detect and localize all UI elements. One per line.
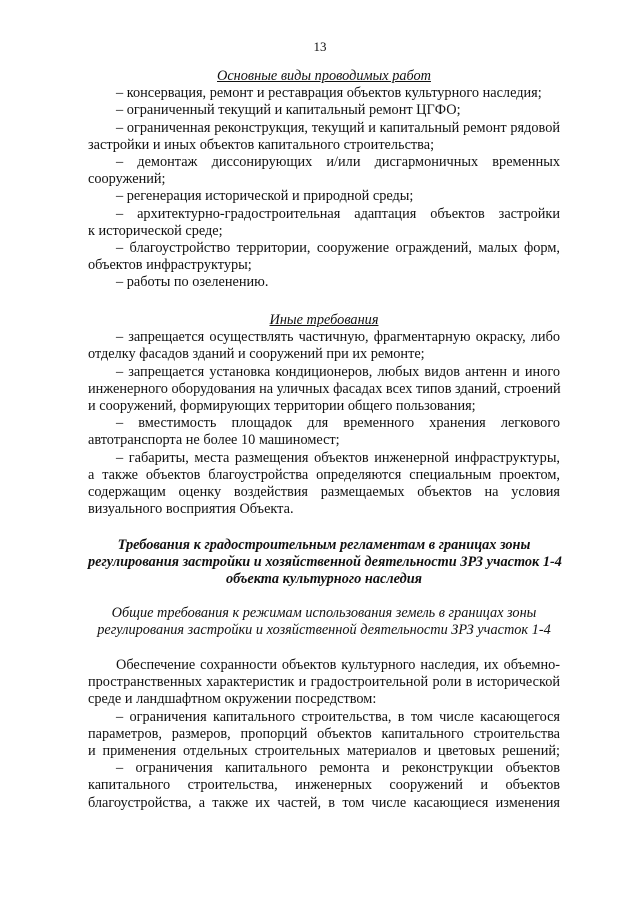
page-number: 13 — [313, 39, 327, 54]
section-zrz-body — [88, 657, 560, 812]
section-heading: Основные виды проводимых работ — [217, 68, 431, 84]
paragraph-line: а также объектов благоустройства определяются специальным проектом, — [88, 466, 560, 483]
paragraph-line: – благоустройство территории, сооружение ограждений, малых форм, — [116, 239, 560, 256]
paragraph-line: параметров, размеров, пропорций объектов капитального строительства — [88, 725, 560, 742]
paragraph-line: инженерного оборудования на уличных фасадах всех типов зданий, строений — [88, 380, 561, 397]
paragraph-line: Обеспечение сохранности объектов культурного наследия, их объемно- — [116, 657, 560, 673]
paragraph-line: – работы по озеленению. — [116, 274, 269, 291]
paragraph-line: и применения отдельных строительных материалов и цветовых решений; — [88, 742, 560, 759]
section-title-line: объекта культурного наследия — [225, 571, 423, 588]
section-zrz-heading — [88, 537, 560, 589]
paragraph-line: среде и ландшафтном окружении посредством: — [88, 691, 377, 708]
paragraph-line: объектов инфраструктуры; — [88, 257, 252, 274]
paragraph-line: – запрещается осуществлять частичную, фрагментарную окраску, либо — [116, 329, 560, 346]
section-other-requirements — [88, 312, 560, 518]
paragraph-line: – габариты, места размещения объектов инженерной инфраструктуры, — [116, 449, 560, 466]
paragraph-line: пространственных характеристик и градостроительной роли в исторической — [88, 674, 560, 691]
section-heading: Иные требования — [269, 312, 379, 328]
section-title-line: Требования к градостроительным регламентам в границах зоны — [117, 537, 531, 553]
paragraph-line: сооружений; — [88, 171, 166, 188]
paragraph-line: – консервация, ремонт и реставрация объектов культурного наследия; — [116, 85, 542, 102]
paragraph-line: визуального восприятия Объекта. — [88, 501, 294, 518]
paragraph-line: застройки и иных объектов капитального строительства; — [88, 136, 435, 153]
paragraph-line: содержащим оценку воздействия размещаемых объектов на условия — [88, 483, 560, 500]
section-title-line: регулирования застройки и хозяйственной деятельности ЗРЗ участок 1-4 — [88, 554, 562, 571]
paragraph-line: – ограниченная реконструкция, текущий и капитальный ремонт рядовой — [116, 119, 560, 136]
paragraph-line: отделку фасадов зданий и сооружений при их ремонте; — [88, 346, 425, 363]
paragraph-line: капитального строительства, инженерных сооружений и объектов — [88, 777, 560, 794]
paragraph-line: – вместимость площадок для временного хранения легкового — [116, 415, 560, 432]
section-main-works — [88, 68, 560, 291]
paragraph-line: – запрещается установка кондиционеров, любых видов антенн и иного — [116, 363, 560, 380]
paragraph-line: – ограничения капитального строительства, в том числе касающегося — [116, 708, 560, 725]
paragraph-line: – регенерация исторической и природной среды; — [116, 188, 414, 205]
paragraph-line: к исторической среде; — [88, 222, 223, 239]
paragraph-line: и сооружений, формирующих территории общего пользования; — [88, 397, 476, 414]
paragraph-line: – архитектурно-градостроительная адаптация объектов застройки — [116, 205, 560, 222]
paragraph-line: – ограниченный текущий и капитальный ремонт ЦГФО; — [116, 102, 461, 119]
paragraph-line: – демонтаж диссонирующих и/или дисгармоничных временных — [116, 153, 560, 170]
subheading-line: Общие требования к режимам использования земель в границах зоны — [111, 605, 537, 621]
paragraph-line: автотранспорта не более 10 машиномест; — [88, 432, 340, 449]
paragraph-line: – ограничения капитального ремонта и реконструкции объектов — [116, 760, 560, 777]
section-zrz-subheading — [88, 605, 560, 639]
subheading-line: регулирования застройки и хозяйственной деятельности ЗРЗ участок 1-4 — [97, 622, 551, 639]
paragraph-line: благоустройства, а также их частей, в том числе касающиеся изменения — [88, 794, 560, 811]
